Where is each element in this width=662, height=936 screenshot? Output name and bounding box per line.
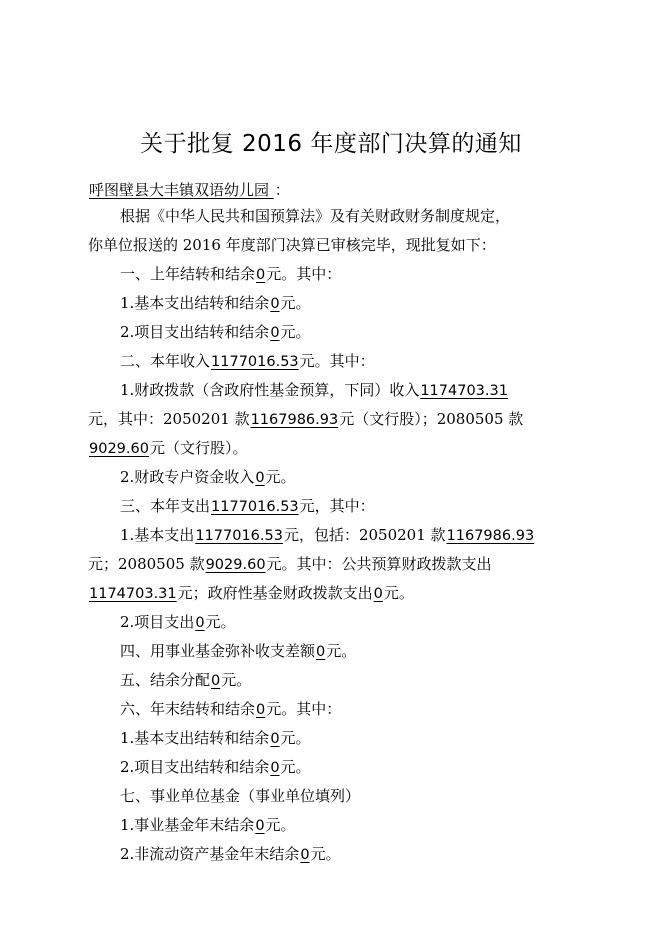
intro-line-1: 根据《中华人民共和国预算法》及有关财政财务制度规定，	[120, 207, 511, 225]
account-2050201-value: 1167986.93	[446, 528, 535, 544]
item-label: 2.项目支出结转和结余	[120, 323, 270, 341]
item-text: 元；2080505 款	[88, 555, 205, 573]
item-label: 2.非流动资产基金年末结余	[120, 845, 300, 863]
intro-line-2: 你单位报送的 2016 年度部门决算已审核完毕，现批复如下：	[88, 236, 496, 254]
item-tail: 元。	[310, 845, 341, 863]
item-text: 元；政府性基金财政拨款支出	[177, 584, 373, 602]
section-2-tail: 元。其中：	[299, 352, 375, 370]
item-text: 元（文行股）；2080505 款	[339, 410, 524, 428]
item-label: 1.基本支出结转和结余	[120, 294, 270, 312]
item-label: 2.项目支出	[120, 613, 195, 631]
gov-fund-expense-value: 0	[373, 586, 383, 602]
section-2-heading	[88, 347, 620, 377]
item-value: 0	[270, 325, 280, 341]
section-3-heading	[88, 492, 620, 522]
section-2-value: 1177016.53	[211, 354, 299, 370]
section-3-item-1-line-3	[88, 579, 588, 609]
item-label: 1.财政拨款（含政府性基金预算，下同）收入	[120, 381, 420, 399]
addressee-line	[88, 176, 588, 205]
section-1-tail: 元。其中：	[266, 265, 342, 283]
public-budget-expense-value: 1174703.31	[89, 586, 177, 602]
section-3-item-1-line-1	[88, 521, 620, 551]
section-4-label: 四、用事业基金弥补收支差额	[120, 642, 316, 660]
item-value: 0	[195, 615, 205, 631]
account-2080505-value: 9029.60	[89, 441, 149, 457]
addressee-suffix: ：	[274, 181, 290, 199]
addressee-org: 呼图壁县大丰镇双语幼儿园	[89, 181, 274, 199]
fiscal-allocation-value: 1174703.31	[420, 383, 508, 399]
item-value: 0	[300, 847, 310, 863]
section-5-heading	[88, 666, 620, 696]
document-title: 关于批复 2016 年度部门决算的通知	[140, 131, 522, 157]
section-6-item-1	[88, 724, 620, 754]
section-3-tail: 元，其中：	[299, 497, 375, 515]
section-6-item-2	[88, 753, 620, 783]
item-tail: 元。	[280, 294, 311, 312]
basic-expense-value: 1177016.53	[195, 528, 283, 544]
account-2080505-value: 9029.60	[205, 557, 266, 573]
item-text: 元（文行股）。	[149, 439, 248, 457]
account-2050201-value: 1167986.93	[250, 412, 339, 428]
section-4-tail: 元。	[326, 642, 357, 660]
item-value: 0	[270, 296, 280, 312]
section-3-item-2	[88, 608, 620, 638]
item-text: 元，包括：2050201 款	[283, 526, 446, 544]
section-7-heading: 七、事业单位基金（事业单位填列）	[120, 787, 361, 805]
section-4-value: 0	[316, 644, 326, 660]
section-2-item-1-line-2	[88, 405, 588, 435]
item-tail: 元。	[280, 758, 311, 776]
section-2-label: 二、本年收入	[120, 352, 211, 370]
section-7-item-1	[88, 811, 620, 841]
section-5-value: 0	[211, 673, 221, 689]
section-6-heading	[88, 695, 620, 725]
section-3-label: 三、本年支出	[120, 497, 211, 515]
item-text: 元。	[383, 584, 414, 602]
section-7-item-2	[88, 840, 620, 870]
item-tail: 元。	[205, 613, 236, 631]
item-text: 元，其中：2050201 款	[88, 410, 250, 428]
section-6-value: 0	[256, 702, 266, 718]
item-tail: 元。	[265, 816, 296, 834]
section-5-label: 五、结余分配	[120, 671, 211, 689]
item-label: 1.基本支出结转和结余	[120, 729, 270, 747]
section-1-value: 0	[256, 267, 266, 283]
item-tail: 元。	[280, 729, 311, 747]
item-tail: 元。	[280, 323, 311, 341]
item-label: 2.项目支出结转和结余	[120, 758, 270, 776]
section-2-item-1-line-3	[88, 434, 588, 464]
item-value: 0	[270, 760, 280, 776]
section-4-heading	[88, 637, 620, 667]
item-label: 1.事业基金年末结余	[120, 816, 255, 834]
section-1-heading	[88, 260, 620, 290]
item-text: 元。其中：公共预算财政拨款支出	[266, 555, 492, 573]
section-2-item-1-line-1	[88, 376, 620, 406]
item-label: 2.财政专户资金收入	[120, 468, 255, 486]
section-1-item-1	[88, 289, 620, 319]
item-label: 1.基本支出	[120, 526, 195, 544]
section-6-tail: 元。其中：	[266, 700, 342, 718]
item-tail: 元。	[265, 468, 296, 486]
section-2-item-2	[88, 463, 620, 493]
section-3-item-1-line-2	[88, 550, 588, 580]
section-1-label: 一、上年结转和结余	[120, 265, 256, 283]
section-1-item-2	[88, 318, 620, 348]
item-value: 0	[255, 470, 265, 486]
section-5-tail: 元。	[221, 671, 252, 689]
item-value: 0	[270, 731, 280, 747]
section-6-label: 六、年末结转和结余	[120, 700, 256, 718]
section-3-value: 1177016.53	[211, 499, 299, 515]
item-value: 0	[255, 818, 265, 834]
